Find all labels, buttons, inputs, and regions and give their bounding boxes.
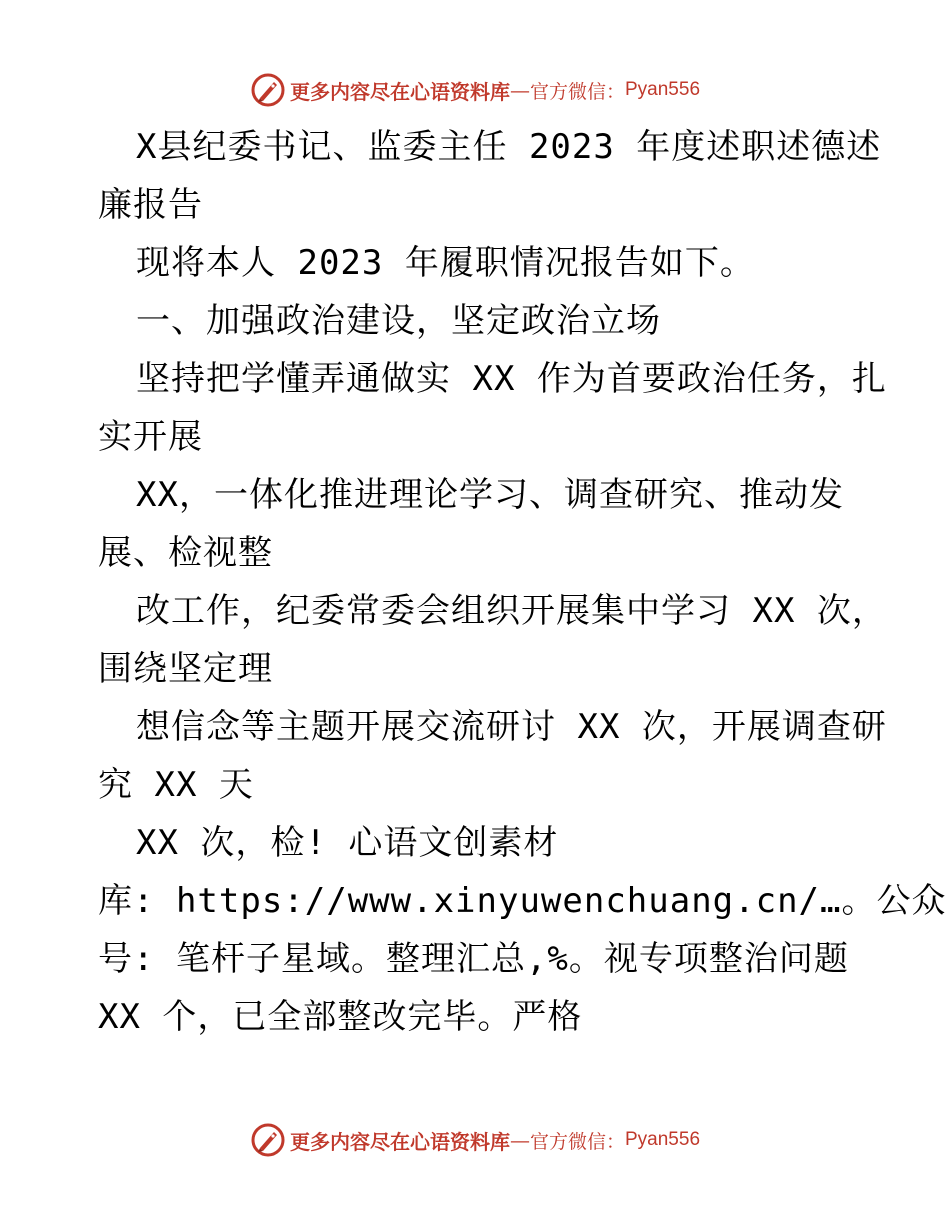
text-line: 想信念等主题开展交流研讨 XX 次，开展调查研	[136, 707, 887, 747]
pen-nib-logo-icon	[250, 1122, 286, 1158]
wechat-id: Pyan556	[625, 1129, 701, 1150]
text-line: 究 XX 天	[98, 765, 254, 805]
site-name: 更多内容尽在心语资料库	[289, 1129, 510, 1154]
text-line: 廉报告	[98, 185, 203, 225]
site-name: 更多内容尽在心语资料库	[289, 79, 510, 104]
text-line: 库: https://www.xinyuwenchuang.cn/…。公众	[98, 881, 947, 921]
text-line: XX 个，已全部整改完毕。严格	[98, 997, 583, 1037]
document-body	[98, 118, 947, 1046]
text-line: 号: 笔杆子星域。整理汇总,%。视专项整治问题	[98, 939, 849, 979]
text-line: XX 次，检! 心语文创素材	[136, 823, 559, 863]
banner-separator: —	[509, 1128, 530, 1152]
wechat-id: Pyan556	[625, 79, 701, 100]
text-line: 一、加强政治建设，坚定政治立场	[136, 301, 661, 341]
text-line: 改工作，纪委常委会组织开展集中学习 XX 次，	[136, 591, 887, 631]
text-line: XX，一体化推进理论学习、调查研究、推动发	[136, 475, 844, 515]
footer-banner[interactable]	[0, 1120, 950, 1160]
pen-nib-logo-icon	[250, 72, 286, 108]
text-line: 展、检视整	[98, 533, 273, 573]
text-line: X县纪委书记、监委主任 2023 年度述职述德述	[136, 127, 882, 167]
wechat-label: 官方微信：	[529, 1130, 625, 1153]
text-line: 围绕坚定理	[98, 649, 273, 689]
text-line: 坚持把学懂弄通做实 XX 作为首要政治任务，扎	[136, 359, 887, 399]
text-line: 实开展	[98, 417, 203, 457]
header-banner[interactable]	[0, 70, 950, 110]
text-line: 现将本人 2023 年履职情况报告如下。	[136, 243, 755, 283]
wechat-label: 官方微信：	[529, 80, 625, 103]
banner-separator: —	[509, 78, 530, 102]
